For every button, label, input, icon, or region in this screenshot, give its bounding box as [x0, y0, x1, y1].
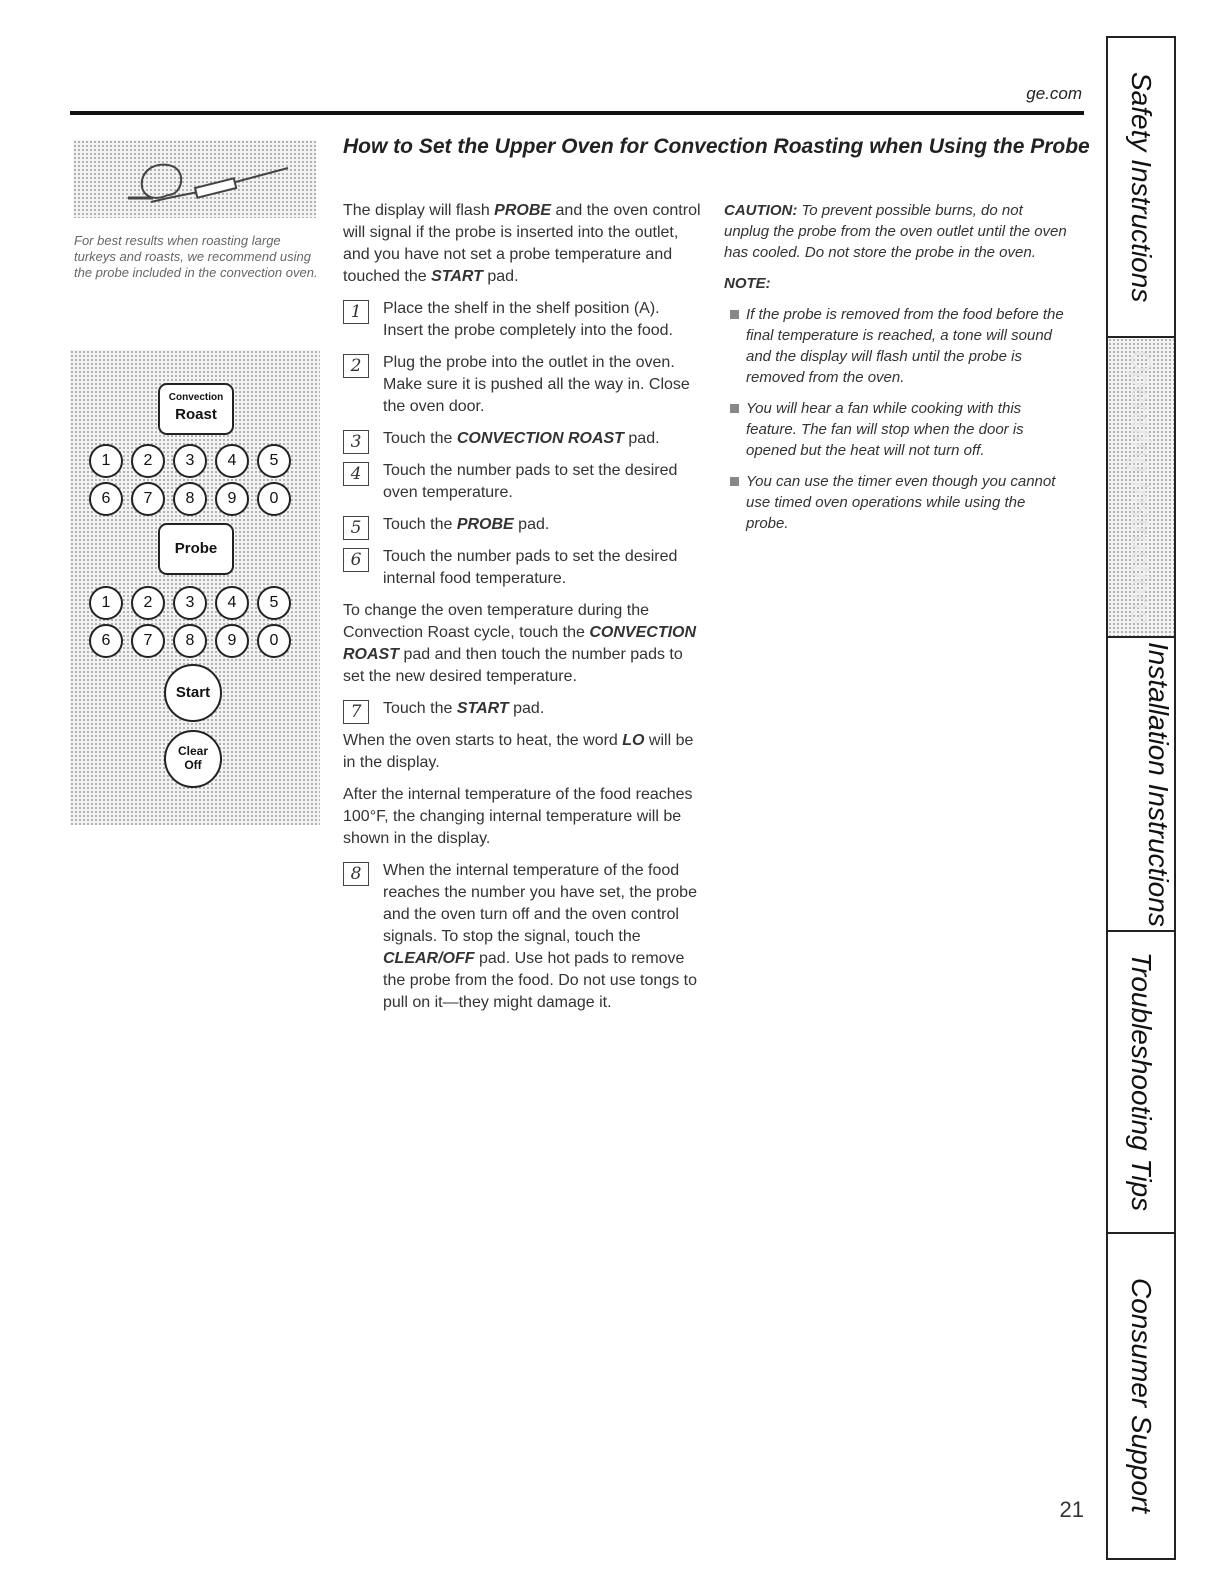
- digit-pad: 8: [173, 482, 207, 516]
- keypad-illustration: [70, 350, 320, 825]
- step-number: 7: [343, 700, 369, 724]
- roast-pad-label: Roast: [175, 406, 217, 423]
- after-paragraph: After the internal temperature of the food reaches 100°F, the changing internal temperature will be shown in the display.: [343, 786, 693, 847]
- step-number: 4: [343, 462, 369, 486]
- step-7: 7 Touch the START pad.: [343, 698, 703, 720]
- digit-pad: 3: [173, 444, 207, 478]
- digit-pad: 5: [257, 586, 291, 620]
- tab-troubleshooting-tips[interactable]: [1108, 932, 1174, 1234]
- step-number: 6: [343, 548, 369, 572]
- digit-pad: 8: [173, 624, 207, 658]
- tab-operating-instructions[interactable]: [1108, 338, 1174, 638]
- digit-pad: 4: [215, 444, 249, 478]
- page-number: 21: [1059, 1497, 1084, 1522]
- probe-caption: For best results when roasting large turkeys and roasts, we recommend using the probe included in the convection oven.: [74, 233, 318, 280]
- digit-pad: 5: [257, 444, 291, 478]
- header-rule: [70, 111, 1084, 115]
- digit-pad: 1: [89, 586, 123, 620]
- digit-pad: 9: [215, 482, 249, 516]
- digit-pad: 2: [131, 444, 165, 478]
- step-number: 5: [343, 516, 369, 540]
- probe-pad: Probe: [158, 523, 234, 575]
- step-5: 5 Touch the PROBE pad.: [343, 514, 703, 536]
- bullet-icon: [730, 477, 739, 486]
- change-temp-paragraph: To change the oven temperature during the Convection Roast cycle, touch the CONVECTION ROAST pad and then touch the number pads to set the new desired temperature.: [343, 602, 697, 685]
- instructions-column: [343, 200, 703, 1024]
- step-number: 2: [343, 354, 369, 378]
- step-number: 1: [343, 300, 369, 324]
- bullet-icon: [730, 310, 739, 319]
- tab-label: Troubleshooting Tips: [1126, 952, 1157, 1212]
- start-pad: Start: [164, 664, 222, 722]
- bullet-icon: [730, 404, 739, 413]
- note-label: NOTE:: [724, 275, 771, 292]
- caution-paragraph: CAUTION: To prevent possible burns, do not unplug the probe from the oven outlet until the oven has cooled. Do not store the probe in the oven.: [724, 202, 1067, 261]
- digit-pad: 0: [257, 482, 291, 516]
- lo-paragraph: When the oven starts to heat, the word LO will be in the display.: [343, 732, 694, 771]
- step-number: 3: [343, 430, 369, 454]
- tab-installation-instructions[interactable]: [1108, 638, 1174, 932]
- notes-column: [724, 200, 1070, 544]
- intro-paragraph: The display will flash PROBE and the oven control will signal if the probe is inserted into the outlet, and you have not set a probe temperature and touched the START pad.: [343, 202, 701, 285]
- tab-label: Installation Instructions: [1143, 641, 1174, 927]
- tab-label: Safety Instructions: [1126, 71, 1157, 303]
- digit-pad: 9: [215, 624, 249, 658]
- digit-pad: 7: [131, 482, 165, 516]
- step-2: 2 Plug the probe into the outlet in the oven. Make sure it is pushed all the way in. Close the oven door.: [343, 352, 703, 418]
- step-3: 3 Touch the CONVECTION ROAST pad.: [343, 428, 703, 450]
- tab-safety-instructions[interactable]: [1108, 38, 1174, 338]
- tab-label: Operating Instructions: [1126, 350, 1157, 624]
- site-url: ge.com: [1026, 84, 1082, 103]
- convection-pad-label: Convection: [168, 392, 224, 403]
- note-item: If the probe is removed from the food before the final temperature is reached, a tone will sound and the display will flash until the probe is removed from the oven.: [724, 304, 1070, 388]
- probe-illustration: [73, 140, 316, 218]
- probe-icon: [73, 140, 316, 218]
- clear-off-pad: [164, 730, 222, 788]
- step-number: 8: [343, 862, 369, 886]
- digit-pad: 6: [89, 482, 123, 516]
- page-title: How to Set the Upper Oven for Convection Roasting when Using the Probe: [343, 135, 1090, 158]
- step-4: 4 Touch the number pads to set the desired oven temperature.: [343, 460, 703, 504]
- clear-pad-label: Clear: [177, 744, 209, 758]
- step-8: 8 When the internal temperature of the food reaches the number you have set, the probe and the oven turn off and the oven control signals. To stop the signal, touch the CLEAR/OFF pad. Use hot pads to remove the probe from the food. Do not use tongs to pull on it—they might damage it.: [343, 860, 703, 1014]
- digit-pad: 4: [215, 586, 249, 620]
- digit-pad: 7: [131, 624, 165, 658]
- step-1: 1 Place the shelf in the shelf position (A). Insert the probe completely into the food.: [343, 298, 703, 342]
- digit-pad: 2: [131, 586, 165, 620]
- convection-roast-pad: [158, 383, 234, 435]
- digit-pad: 1: [89, 444, 123, 478]
- tab-consumer-support[interactable]: [1108, 1234, 1174, 1558]
- note-item: You will hear a fan while cooking with this feature. The fan will stop when the door is opened but the heat will not turn off.: [724, 398, 1070, 461]
- digit-pad: 6: [89, 624, 123, 658]
- tab-label: Consumer Support: [1126, 1278, 1157, 1514]
- step-6: 6 Touch the number pads to set the desired internal food temperature.: [343, 546, 703, 590]
- note-item: You can use the timer even though you cannot use timed oven operations while using the probe.: [724, 471, 1070, 534]
- digit-pad: 3: [173, 586, 207, 620]
- section-tabs: [1106, 36, 1176, 1560]
- digit-pad: 0: [257, 624, 291, 658]
- off-pad-label: Off: [184, 758, 202, 772]
